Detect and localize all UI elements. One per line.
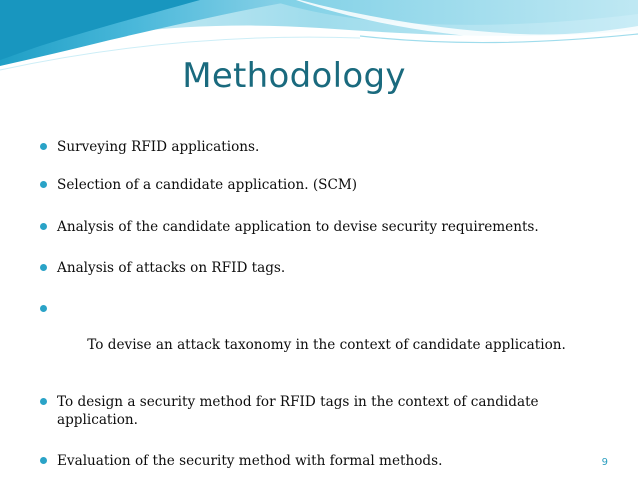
page-number: 9 [601, 457, 608, 468]
bullet-text: To design a security method for RFID tags in the context of candidate application. [57, 394, 539, 428]
bullet-icon [40, 181, 47, 188]
list-item [40, 138, 600, 156]
list-item [40, 176, 600, 194]
bullet-text: Analysis of the candidate application to devise security requirements. [57, 219, 539, 235]
bullet-icon [40, 223, 47, 230]
list-item [40, 452, 600, 470]
bullet-text: Analysis of attacks on RFID tags. [57, 260, 286, 276]
bullet-icon [40, 457, 47, 464]
bullet-text: To devise an attack taxonomy in the context of candidate application. [82, 337, 566, 353]
bullet-icon [40, 305, 47, 312]
list-item [40, 300, 600, 372]
bullet-text: Surveying RFID applications. [57, 139, 260, 155]
bullet-icon [40, 143, 47, 150]
bullet-text: Evaluation of the security method with formal methods. [57, 453, 443, 469]
bullet-icon [40, 398, 47, 405]
bullet-list [40, 138, 600, 470]
list-item [40, 259, 600, 277]
list-item [40, 393, 600, 429]
bullet-text: Selection of a candidate application. (SCM) [57, 177, 358, 193]
bullet-icon [40, 264, 47, 271]
list-item [40, 218, 600, 236]
slide-title: Methodology [182, 56, 406, 96]
